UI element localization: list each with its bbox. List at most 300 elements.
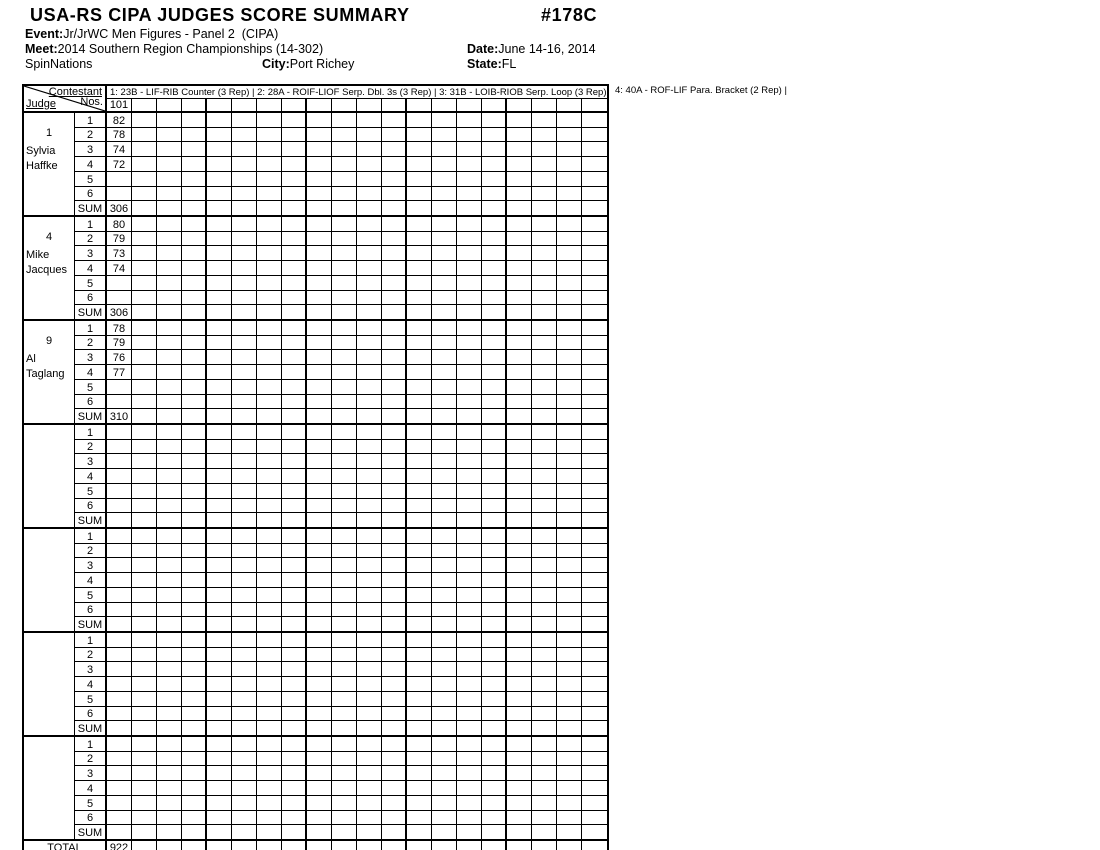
score-cell bbox=[332, 707, 357, 721]
score-cell bbox=[357, 365, 382, 379]
score-cell bbox=[182, 499, 207, 513]
score-cell bbox=[407, 737, 432, 751]
score-cell bbox=[157, 201, 182, 215]
score-cell bbox=[432, 825, 457, 839]
score-cell bbox=[357, 409, 382, 423]
score-cell bbox=[407, 573, 432, 587]
score-cell bbox=[257, 350, 282, 364]
score-cell bbox=[582, 365, 607, 379]
score-cell bbox=[432, 558, 457, 572]
score-cell bbox=[132, 677, 157, 691]
score-cell bbox=[482, 454, 507, 468]
judge-block-3 bbox=[24, 321, 607, 425]
score-cell bbox=[407, 201, 432, 215]
score-cell bbox=[182, 781, 207, 795]
score-cell bbox=[457, 440, 482, 454]
score-cell bbox=[257, 707, 282, 721]
score-cell bbox=[557, 440, 582, 454]
row-label: 2 bbox=[75, 648, 107, 662]
score-cell bbox=[432, 544, 457, 558]
score-cell bbox=[382, 662, 407, 676]
score-cell bbox=[232, 440, 257, 454]
score-cell: 74 bbox=[107, 261, 132, 275]
score-cell bbox=[307, 261, 332, 275]
row-label: 2 bbox=[75, 752, 107, 766]
score-cell bbox=[257, 633, 282, 647]
row-label: 5 bbox=[75, 796, 107, 810]
score-cell bbox=[207, 825, 232, 839]
score-cell bbox=[232, 291, 257, 305]
score-cell bbox=[407, 128, 432, 142]
score-cell bbox=[307, 217, 332, 231]
score-cell: 76 bbox=[107, 350, 132, 364]
score-cell bbox=[232, 617, 257, 631]
score-cell bbox=[257, 246, 282, 260]
score-cell bbox=[332, 187, 357, 201]
score-cell bbox=[532, 365, 557, 379]
score-cell bbox=[532, 187, 557, 201]
score-cell bbox=[507, 350, 532, 364]
judge-number: 4 bbox=[45, 231, 53, 243]
score-cell bbox=[432, 261, 457, 275]
score-cell bbox=[357, 662, 382, 676]
score-cell bbox=[482, 648, 507, 662]
score-cell bbox=[332, 440, 357, 454]
score-cell bbox=[157, 737, 182, 751]
row-label: 6 bbox=[75, 187, 107, 201]
score-cell bbox=[232, 707, 257, 721]
score-cell bbox=[382, 157, 407, 171]
score-cell bbox=[532, 395, 557, 409]
score-cell bbox=[132, 336, 157, 350]
score-cell bbox=[307, 499, 332, 513]
score-cell bbox=[532, 692, 557, 706]
score-cell bbox=[382, 737, 407, 751]
score-cell bbox=[382, 128, 407, 142]
score-cell bbox=[182, 440, 207, 454]
score-cell bbox=[257, 662, 282, 676]
score-cell bbox=[307, 825, 332, 839]
score-cell bbox=[457, 336, 482, 350]
total-cell: 922 bbox=[107, 841, 132, 850]
score-cell bbox=[232, 261, 257, 275]
total-cell bbox=[307, 841, 332, 850]
score-cell bbox=[132, 395, 157, 409]
score-cell bbox=[532, 128, 557, 142]
score-cell bbox=[357, 395, 382, 409]
score-cell bbox=[232, 305, 257, 319]
score-cell bbox=[157, 440, 182, 454]
score-cell bbox=[482, 781, 507, 795]
score-cell bbox=[157, 395, 182, 409]
score-cell bbox=[157, 573, 182, 587]
score-cell bbox=[457, 187, 482, 201]
score-cell bbox=[307, 677, 332, 691]
score-cell bbox=[407, 350, 432, 364]
score-cell bbox=[432, 677, 457, 691]
score-cell bbox=[182, 766, 207, 780]
total-cell bbox=[332, 841, 357, 850]
score-cell bbox=[532, 246, 557, 260]
score-cell bbox=[232, 781, 257, 795]
score-cell bbox=[582, 648, 607, 662]
score-cell bbox=[257, 305, 282, 319]
score-cell bbox=[107, 291, 132, 305]
score-cell bbox=[157, 766, 182, 780]
score-cell bbox=[532, 305, 557, 319]
score-cell bbox=[557, 113, 582, 127]
judge-cell bbox=[24, 529, 75, 631]
score-cell bbox=[232, 187, 257, 201]
score-row bbox=[75, 380, 607, 395]
score-cell bbox=[282, 409, 307, 423]
score-cell bbox=[232, 766, 257, 780]
contestant-number-cell bbox=[407, 99, 432, 111]
score-cell bbox=[307, 707, 332, 721]
score-cell bbox=[357, 291, 382, 305]
score-cell bbox=[257, 648, 282, 662]
score-cell bbox=[507, 172, 532, 186]
score-cell bbox=[307, 305, 332, 319]
score-cell bbox=[457, 217, 482, 231]
club-name: SpinNations bbox=[25, 57, 93, 71]
score-cell bbox=[207, 603, 232, 617]
score-cell bbox=[232, 811, 257, 825]
contestant-number-cell bbox=[557, 99, 582, 111]
score-cell bbox=[582, 737, 607, 751]
score-cell bbox=[157, 707, 182, 721]
score-cell bbox=[157, 321, 182, 335]
row-label: 3 bbox=[75, 662, 107, 676]
score-cell bbox=[407, 172, 432, 186]
score-cell bbox=[257, 617, 282, 631]
score-cell bbox=[357, 707, 382, 721]
row-label: 4 bbox=[75, 261, 107, 275]
score-cell bbox=[582, 469, 607, 483]
score-cell bbox=[182, 677, 207, 691]
score-cell bbox=[157, 662, 182, 676]
score-cell bbox=[507, 796, 532, 810]
score-cell bbox=[132, 187, 157, 201]
score-cell bbox=[482, 662, 507, 676]
score-cell bbox=[457, 766, 482, 780]
score-cell bbox=[407, 544, 432, 558]
score-cell bbox=[332, 217, 357, 231]
score-cell bbox=[432, 232, 457, 246]
score-cell bbox=[132, 811, 157, 825]
score-cell bbox=[182, 246, 207, 260]
score-cell bbox=[207, 721, 232, 735]
score-cell bbox=[557, 469, 582, 483]
score-cell: 73 bbox=[107, 246, 132, 260]
score-cell: 80 bbox=[107, 217, 132, 231]
score-cell bbox=[382, 811, 407, 825]
score-cell bbox=[407, 454, 432, 468]
score-cell bbox=[507, 409, 532, 423]
score-cell bbox=[307, 648, 332, 662]
score-cell bbox=[132, 157, 157, 171]
score-cell bbox=[407, 707, 432, 721]
score-cell bbox=[582, 721, 607, 735]
score-cell bbox=[432, 305, 457, 319]
score-cell bbox=[407, 409, 432, 423]
row-label: 2 bbox=[75, 232, 107, 246]
score-cell bbox=[457, 737, 482, 751]
score-cell bbox=[557, 305, 582, 319]
score-cell bbox=[232, 558, 257, 572]
score-cell bbox=[232, 365, 257, 379]
row-label: SUM bbox=[75, 305, 107, 319]
figures-header-outside: 4: 40A - ROF-LIF Para. Bracket (2 Rep) | bbox=[615, 85, 787, 96]
score-cell bbox=[382, 499, 407, 513]
score-cell bbox=[407, 425, 432, 439]
score-cell bbox=[232, 825, 257, 839]
score-cell bbox=[182, 321, 207, 335]
score-cell bbox=[157, 825, 182, 839]
score-cell bbox=[582, 707, 607, 721]
score-cell bbox=[182, 588, 207, 602]
score-cell bbox=[282, 617, 307, 631]
score-cell bbox=[207, 291, 232, 305]
row-label: 5 bbox=[75, 172, 107, 186]
score-cell bbox=[157, 648, 182, 662]
score-rows bbox=[75, 321, 607, 423]
score-cell bbox=[432, 617, 457, 631]
score-cell bbox=[307, 513, 332, 527]
score-cell bbox=[282, 276, 307, 290]
state-label: State: bbox=[467, 57, 502, 71]
score-cell bbox=[232, 409, 257, 423]
score-cell bbox=[532, 157, 557, 171]
score-cell bbox=[507, 513, 532, 527]
score-cell bbox=[307, 484, 332, 498]
score-cell bbox=[457, 454, 482, 468]
row-label: SUM bbox=[75, 513, 107, 527]
judge-block-5 bbox=[24, 529, 607, 633]
score-row bbox=[75, 305, 607, 319]
score-cell bbox=[582, 484, 607, 498]
score-cell bbox=[282, 648, 307, 662]
score-cell bbox=[582, 128, 607, 142]
score-cell bbox=[432, 350, 457, 364]
score-cell bbox=[107, 603, 132, 617]
score-cell bbox=[532, 499, 557, 513]
score-cell bbox=[282, 721, 307, 735]
score-cell bbox=[382, 336, 407, 350]
score-cell bbox=[407, 232, 432, 246]
score-cell bbox=[257, 261, 282, 275]
score-cell bbox=[432, 409, 457, 423]
score-cell bbox=[182, 721, 207, 735]
score-cell bbox=[332, 633, 357, 647]
score-row bbox=[75, 395, 607, 410]
score-cell bbox=[232, 380, 257, 394]
score-cell bbox=[307, 529, 332, 543]
score-cell bbox=[507, 276, 532, 290]
score-cell bbox=[257, 796, 282, 810]
total-cell bbox=[207, 841, 232, 850]
score-cell bbox=[307, 187, 332, 201]
score-cell bbox=[482, 811, 507, 825]
score-cell bbox=[132, 232, 157, 246]
score-cell bbox=[357, 350, 382, 364]
total-cell bbox=[482, 841, 507, 850]
score-cell bbox=[107, 484, 132, 498]
score-cell bbox=[257, 825, 282, 839]
score-row bbox=[75, 157, 607, 172]
score-row bbox=[75, 409, 607, 423]
score-cell bbox=[107, 721, 132, 735]
score-cell bbox=[132, 217, 157, 231]
score-cell bbox=[232, 752, 257, 766]
score-cell bbox=[532, 781, 557, 795]
score-cell bbox=[482, 142, 507, 156]
score-cell bbox=[482, 737, 507, 751]
score-cell bbox=[482, 187, 507, 201]
score-cell bbox=[507, 558, 532, 572]
score-row bbox=[75, 811, 607, 826]
judge-name-line1: Mike bbox=[26, 249, 50, 261]
score-cell bbox=[157, 633, 182, 647]
score-cell bbox=[532, 172, 557, 186]
score-cell bbox=[382, 573, 407, 587]
score-cell bbox=[332, 454, 357, 468]
row-label: 5 bbox=[75, 692, 107, 706]
judge-name-line2: Taglang bbox=[26, 368, 65, 380]
score-cell bbox=[482, 365, 507, 379]
score-cell bbox=[307, 321, 332, 335]
score-cell bbox=[132, 142, 157, 156]
score-cell bbox=[282, 692, 307, 706]
score-cell bbox=[132, 469, 157, 483]
score-cell bbox=[482, 113, 507, 127]
score-cell bbox=[532, 721, 557, 735]
score-cell bbox=[382, 365, 407, 379]
score-cell bbox=[432, 707, 457, 721]
score-cell bbox=[107, 172, 132, 186]
score-rows bbox=[75, 737, 607, 839]
score-cell bbox=[457, 409, 482, 423]
score-cell bbox=[482, 677, 507, 691]
score-cell bbox=[357, 692, 382, 706]
score-cell bbox=[257, 142, 282, 156]
contestant-number-cell bbox=[282, 99, 307, 111]
score-cell bbox=[432, 588, 457, 602]
judge-block-6 bbox=[24, 633, 607, 737]
score-cell bbox=[457, 261, 482, 275]
score-cell bbox=[457, 484, 482, 498]
score-cell bbox=[307, 425, 332, 439]
row-label: 2 bbox=[75, 544, 107, 558]
score-cell bbox=[382, 142, 407, 156]
judge-name-line2: Haffke bbox=[26, 160, 58, 172]
score-cell bbox=[407, 157, 432, 171]
score-cell bbox=[507, 484, 532, 498]
score-cell bbox=[407, 380, 432, 394]
score-cell bbox=[232, 276, 257, 290]
score-cell bbox=[532, 707, 557, 721]
score-cell bbox=[382, 766, 407, 780]
score-cell bbox=[282, 336, 307, 350]
score-cell bbox=[557, 142, 582, 156]
score-cell bbox=[407, 721, 432, 735]
table-header-band bbox=[24, 86, 607, 113]
score-cell bbox=[382, 484, 407, 498]
score-row bbox=[75, 588, 607, 603]
score-cell bbox=[157, 425, 182, 439]
score-cell bbox=[407, 142, 432, 156]
score-cell bbox=[282, 128, 307, 142]
score-cell bbox=[382, 588, 407, 602]
contestant-number-cell: 101 bbox=[107, 99, 132, 111]
score-cell bbox=[257, 201, 282, 215]
page-title: USA-RS CIPA JUDGES SCORE SUMMARY bbox=[30, 5, 410, 25]
score-cell bbox=[157, 232, 182, 246]
score-cell bbox=[557, 425, 582, 439]
score-cell bbox=[107, 617, 132, 631]
score-cell bbox=[182, 365, 207, 379]
score-cell bbox=[482, 766, 507, 780]
contestant-number-cell bbox=[207, 99, 232, 111]
score-cell bbox=[107, 276, 132, 290]
score-cell bbox=[557, 752, 582, 766]
row-label: SUM bbox=[75, 721, 107, 735]
score-cell bbox=[332, 425, 357, 439]
score-cell bbox=[407, 796, 432, 810]
score-cell bbox=[282, 246, 307, 260]
score-cell bbox=[232, 633, 257, 647]
score-cell bbox=[282, 440, 307, 454]
score-cell bbox=[232, 128, 257, 142]
score-cell bbox=[182, 648, 207, 662]
score-cell bbox=[357, 825, 382, 839]
score-cell bbox=[357, 128, 382, 142]
score-cell bbox=[182, 172, 207, 186]
score-cell bbox=[482, 617, 507, 631]
score-cell bbox=[382, 409, 407, 423]
total-cell bbox=[532, 841, 557, 850]
score-cell bbox=[507, 529, 532, 543]
score-cell bbox=[107, 513, 132, 527]
total-cell bbox=[132, 841, 157, 850]
score-cell bbox=[332, 737, 357, 751]
date-line bbox=[467, 42, 596, 56]
score-cell bbox=[207, 617, 232, 631]
row-label: 1 bbox=[75, 217, 107, 231]
score-cell bbox=[132, 513, 157, 527]
score-cell bbox=[582, 321, 607, 335]
score-cell bbox=[582, 454, 607, 468]
score-cell bbox=[182, 232, 207, 246]
state-line bbox=[467, 57, 516, 71]
score-cell bbox=[182, 113, 207, 127]
score-cell bbox=[407, 291, 432, 305]
score-cell bbox=[532, 425, 557, 439]
city-label: City: bbox=[262, 57, 290, 71]
score-cell bbox=[332, 617, 357, 631]
score-cell bbox=[307, 172, 332, 186]
total-label: TOTAL bbox=[24, 841, 107, 850]
contestant-number-cell bbox=[182, 99, 207, 111]
row-label: SUM bbox=[75, 825, 107, 839]
score-cell bbox=[507, 321, 532, 335]
score-cell bbox=[357, 142, 382, 156]
score-row bbox=[75, 276, 607, 291]
score-cell bbox=[182, 513, 207, 527]
score-cell bbox=[182, 142, 207, 156]
total-cell bbox=[282, 841, 307, 850]
score-cell bbox=[532, 469, 557, 483]
